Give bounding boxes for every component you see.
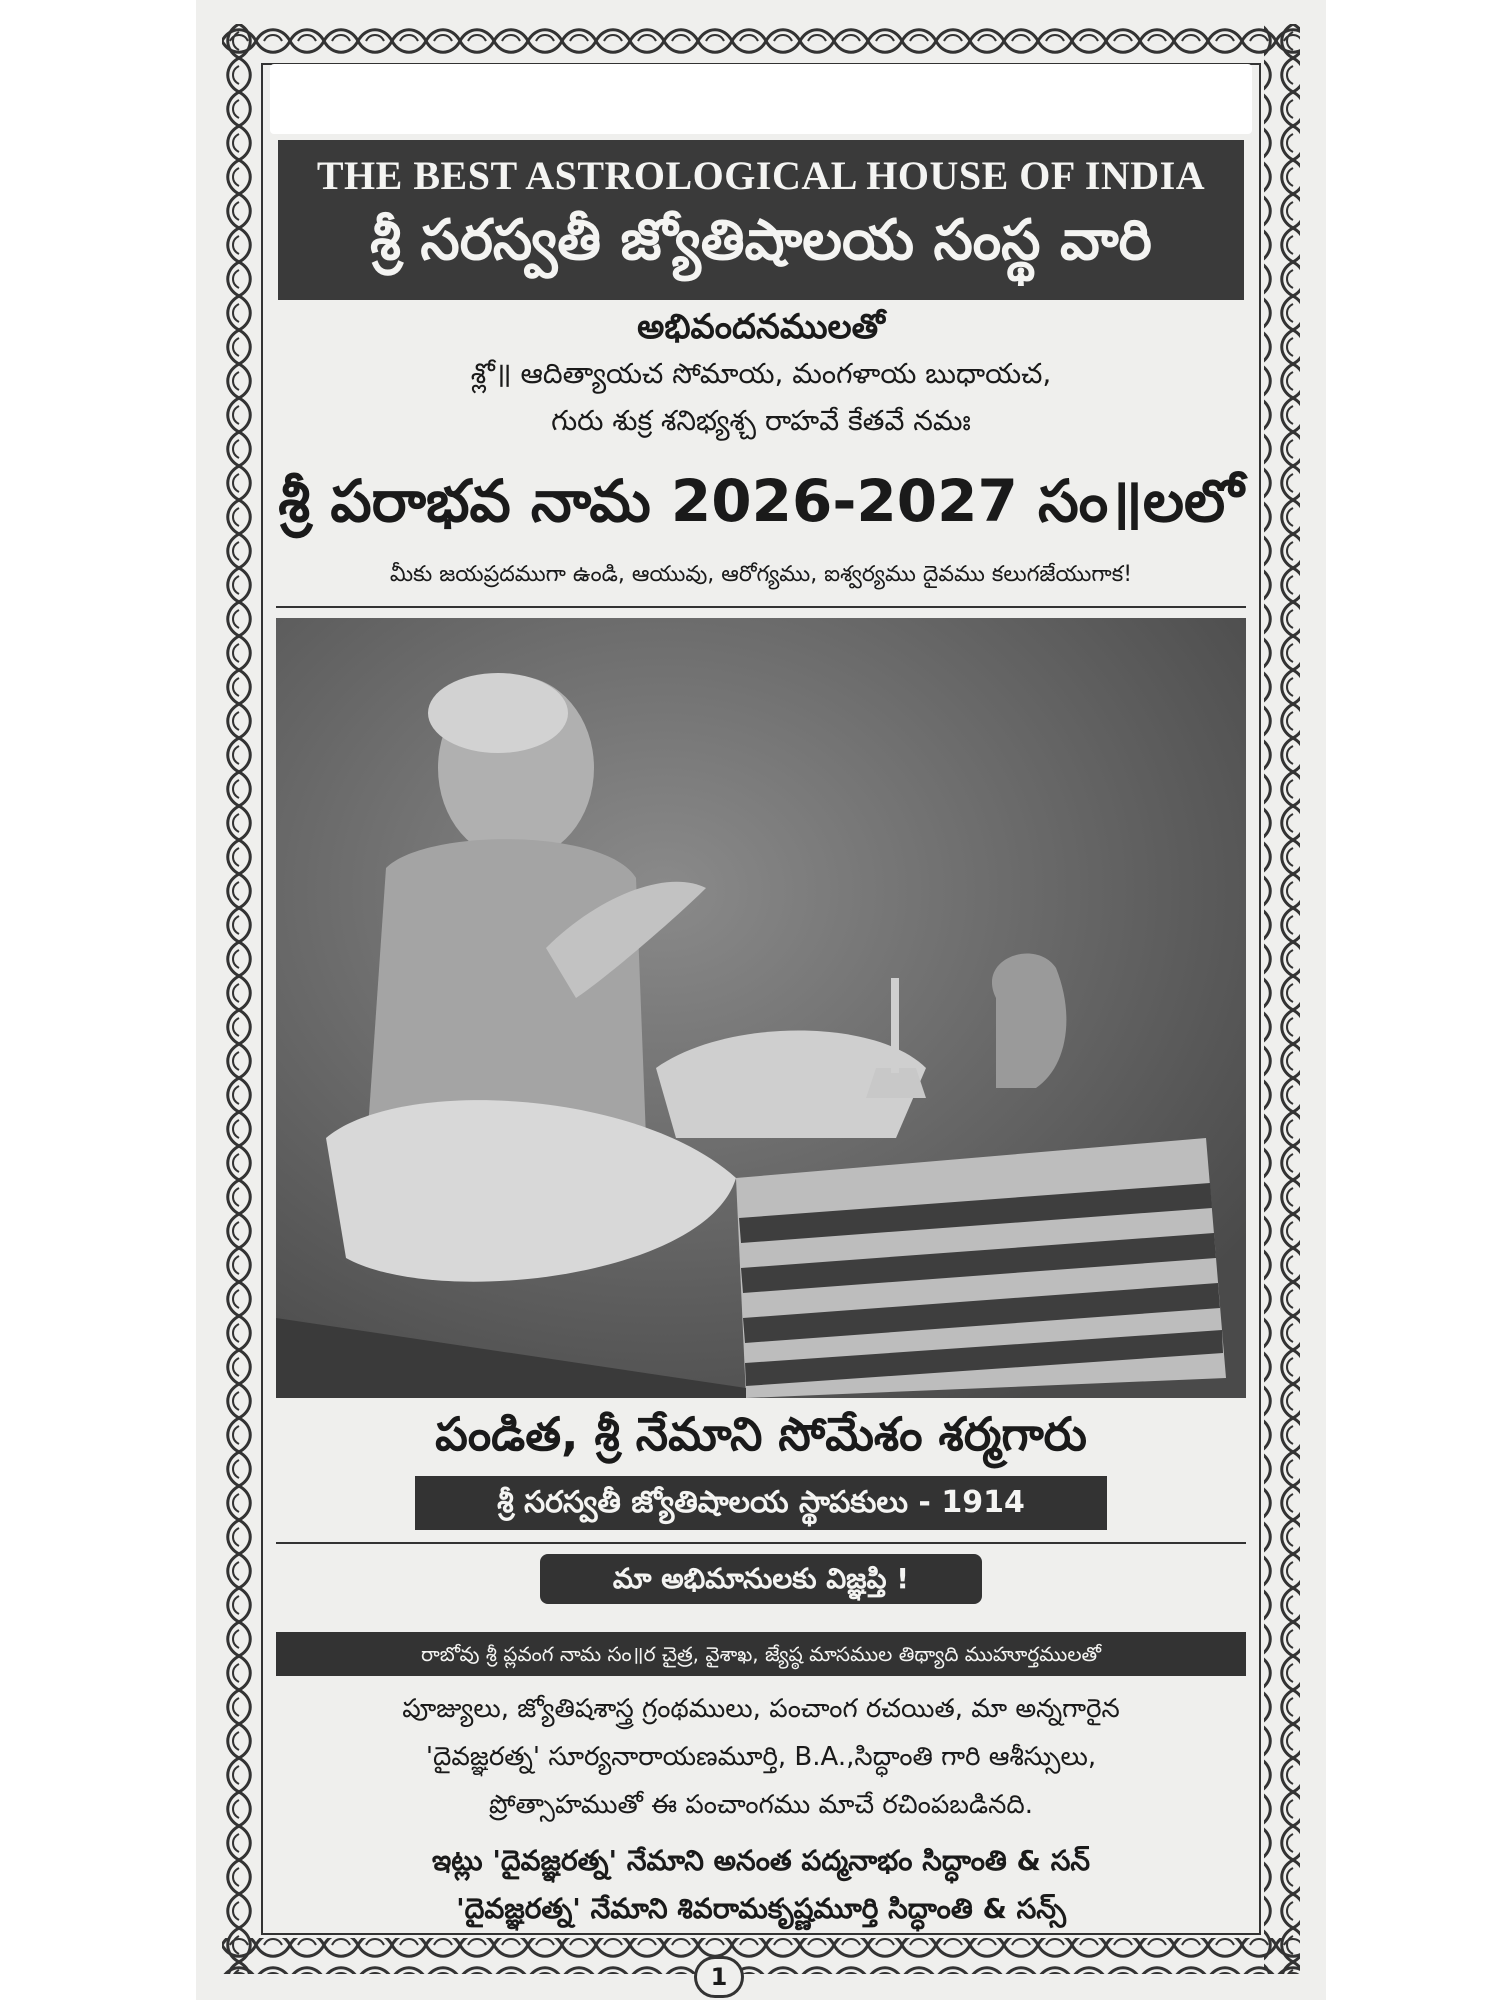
header-band xyxy=(278,140,1244,300)
founder-name: పండిత, శ్రీ నేమాని సోమేశం శర్మగారు xyxy=(435,1407,1087,1461)
english-title: THE BEST ASTROLOGICAL HOUSE OF INDIA xyxy=(316,153,1206,198)
redacted-area xyxy=(270,64,1252,134)
divider xyxy=(276,1542,1246,1544)
notice-paragraph-line-2: 'దైవజ్ఞరత్న' సూర్యనారాయణమూర్తి, B.A.,సిద్ధాంతి గారి ఆశీస్సులు, xyxy=(425,1742,1097,1772)
signature-line-2: 'దైవజ్ఞరత్న' నేమాని శివరామకృష్ణమూర్తి సిద్ధాంతి & సన్స్ xyxy=(456,1892,1066,1925)
notice-paragraph-line-3: ప్రోత్సాహముతో ఈ పంచాంగము మాచే రచింపబడినది. xyxy=(489,1790,1033,1820)
page-number: 1 xyxy=(694,1956,744,1998)
notice-title: మా అభిమానులకు విజ్ఞప్తి ! xyxy=(540,1554,982,1604)
divider xyxy=(276,606,1246,608)
signature-line-1: ఇట్లు 'దైవజ్ఞరత్న' నేమాని అనంత పద్మనాభం సిద్ధాంతి & సన్ xyxy=(431,1844,1091,1877)
greeting: అభివందనములతో xyxy=(637,307,885,347)
founded-label: శ్రీ సరస్వతీ జ్యోతిషాలయ స్థాపకులు - 1914 xyxy=(415,1476,1107,1530)
notice-paragraph-line-1: పూజ్యులు, జ్యోతిషశాస్త్ర గ్రంథములు, పంచాంగ రచయిత, మా అన్నగారైన xyxy=(402,1694,1120,1724)
founder-photo xyxy=(276,618,1246,1398)
blessing-text: మీకు జయప్రదముగా ఉండి, ఆయువు, ఆరోగ్యము, ఐశ్వర్యము దైవము కలుగజేయుగాక! xyxy=(389,562,1133,587)
year-heading: శ్రీ పరాభవ నామ 2026-2027 సం॥లలో xyxy=(278,467,1244,535)
notice-strip: రాబోవు శ్రీ ప్లవంగ నామ సం॥ర చైత్ర, వైశాఖ, జ్యేష్ఠ మాసముల తిథ్యాది ముహూర్తములతో xyxy=(276,1632,1246,1676)
telugu-title: శ్రీ సరస్వతీ జ్యోతిషాలయ సంస్థ వారి xyxy=(370,208,1152,273)
sloka-line-1: శ్లో॥ ఆదిత్యాయచ సోమాయ, మంగళాయ బుధాయచ, xyxy=(470,357,1052,390)
newspaper-page xyxy=(196,0,1326,2000)
sloka-line-2: గురు శుక్ర శనిభ్యశ్చ రాహవే కేతవే నమః xyxy=(551,404,971,437)
